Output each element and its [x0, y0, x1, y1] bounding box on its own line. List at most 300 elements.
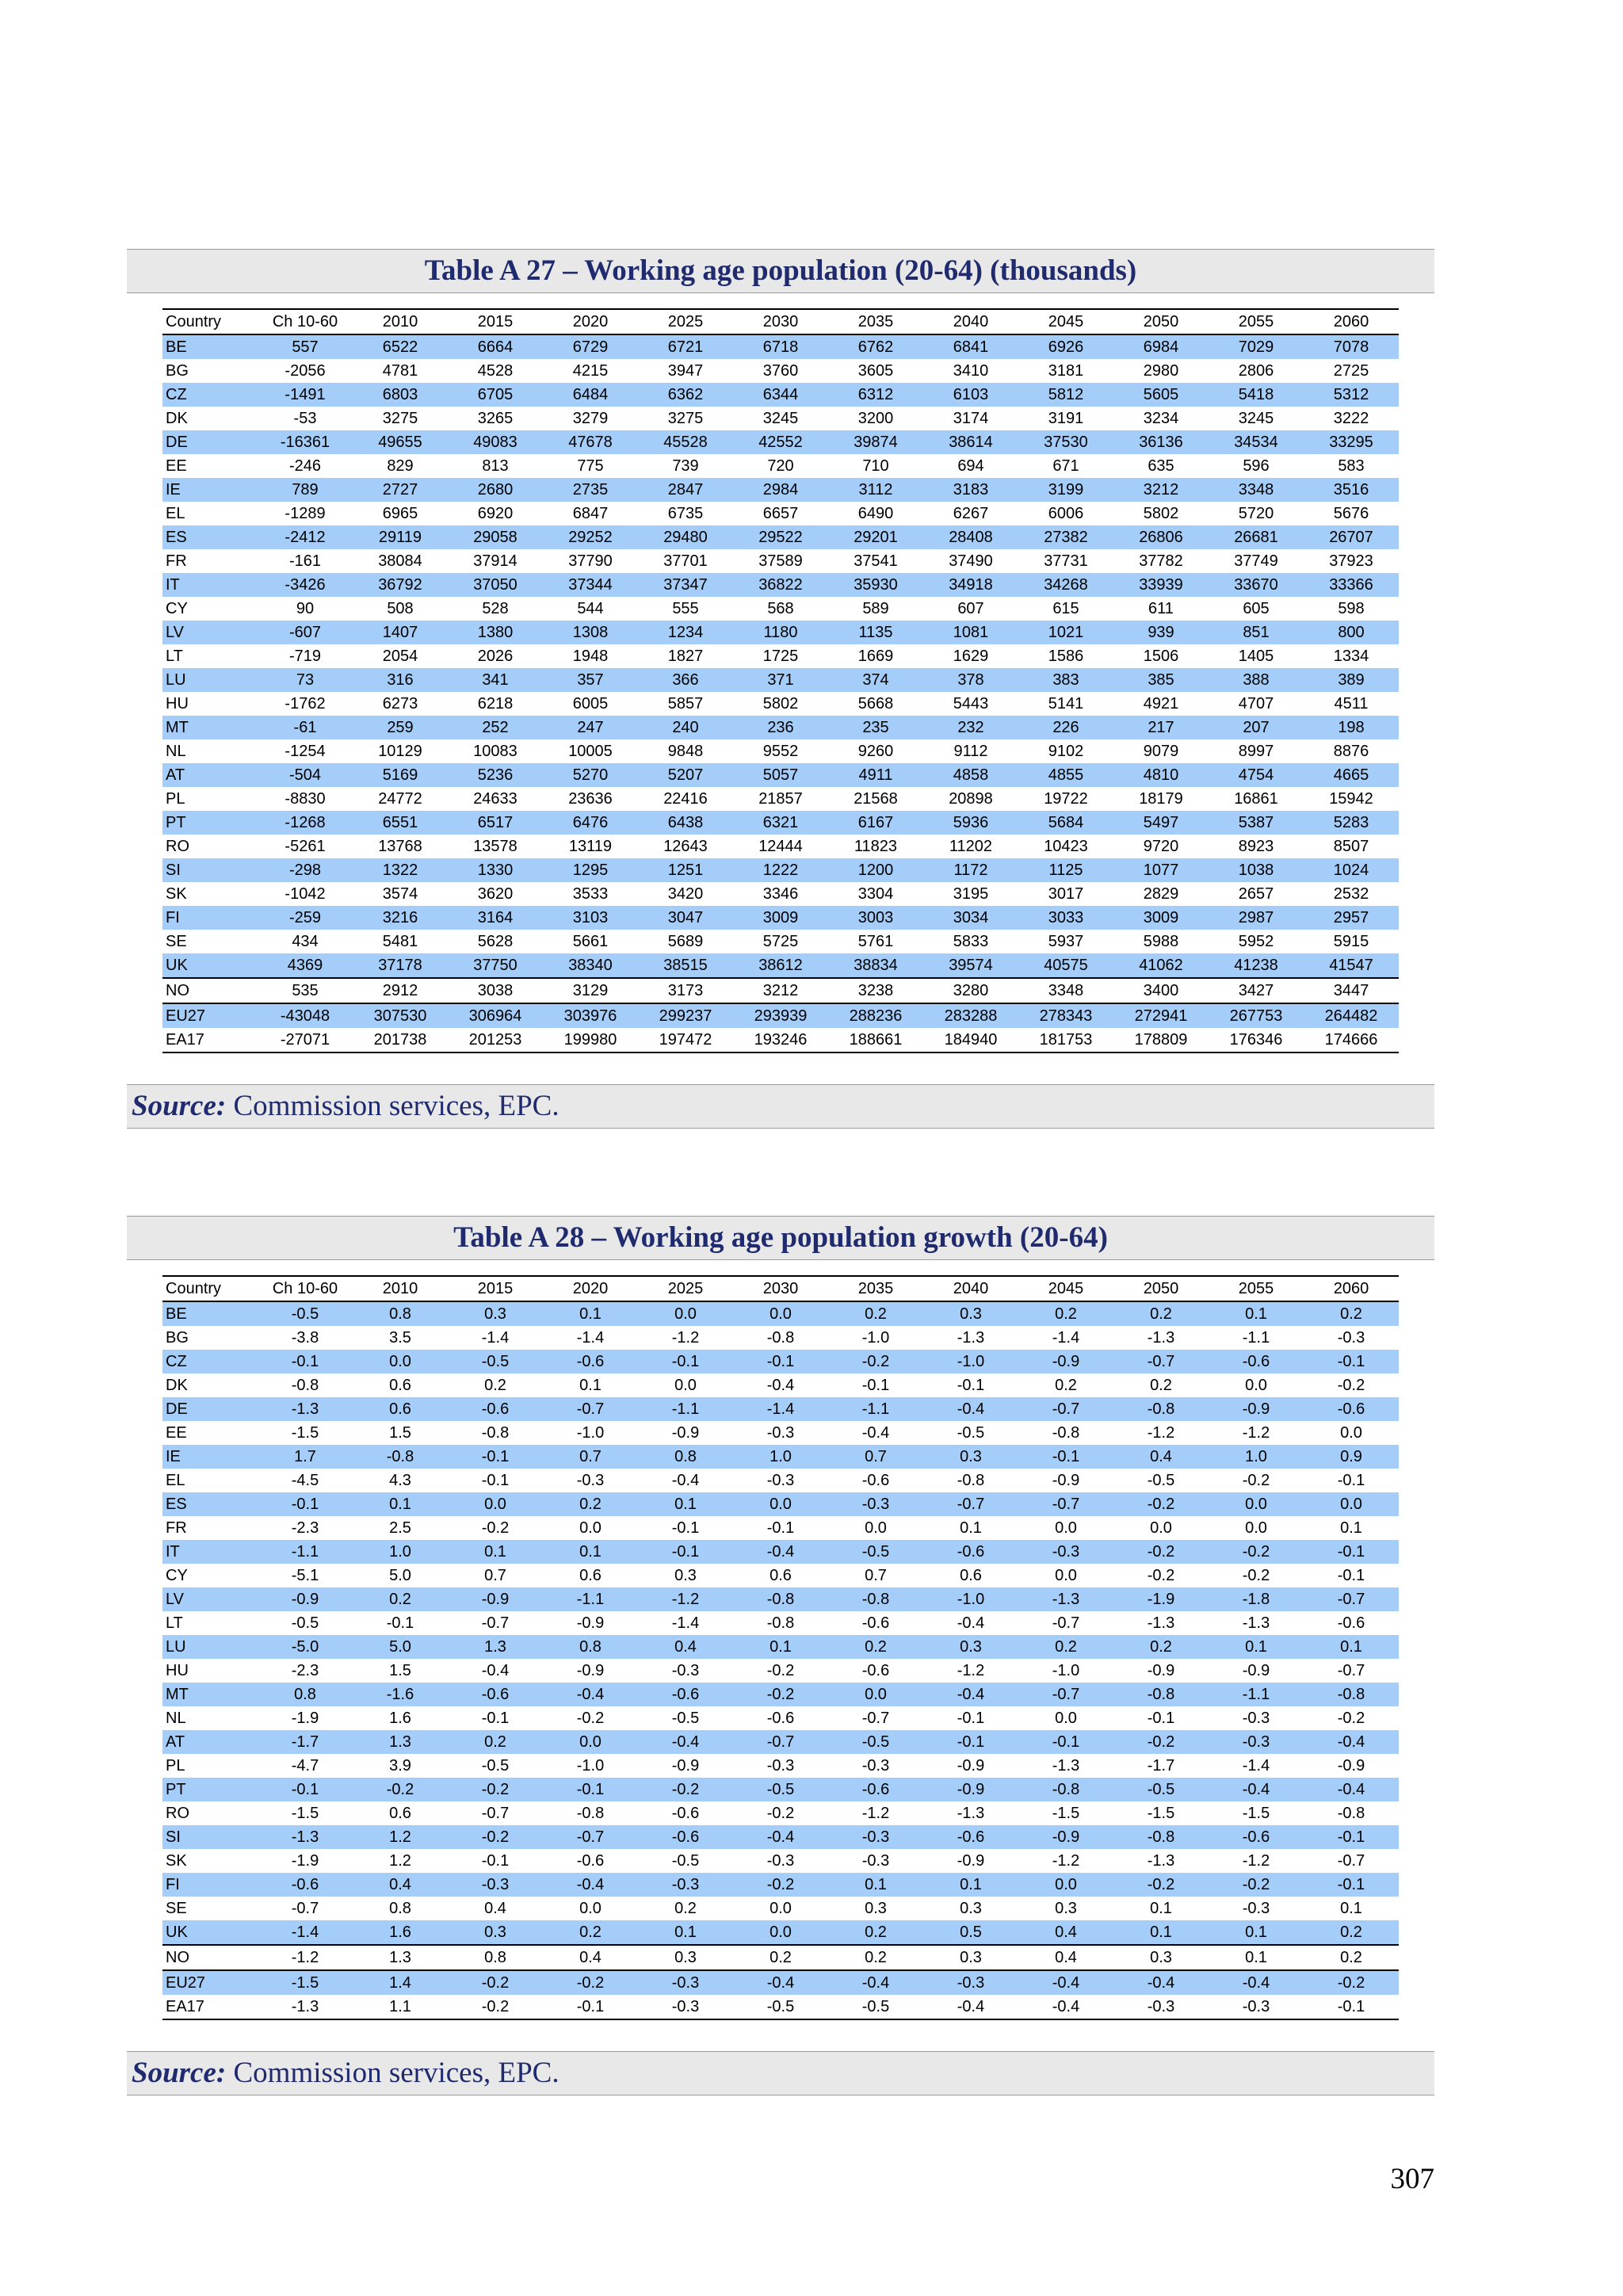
value-cell: -1.0 — [576, 1756, 605, 1775]
value-cell: 3348 — [1209, 478, 1304, 502]
value-cell: 385 — [1113, 668, 1209, 692]
value-cell: 2847 — [638, 478, 733, 502]
value-cell: 1334 — [1333, 647, 1369, 665]
value-cell: -1.5 — [1147, 1804, 1175, 1822]
value-cell: 0.0 — [579, 1519, 601, 1537]
value-cell: 0.0 — [1018, 1873, 1113, 1897]
value-cell: 8997 — [1238, 742, 1274, 760]
country-cell: UK — [162, 953, 258, 978]
value-cell: 6522 — [353, 334, 448, 359]
country-cell: BE — [162, 334, 258, 359]
value-cell: 8923 — [1238, 837, 1274, 855]
value-cell: 6490 — [857, 504, 894, 522]
value-cell: 5418 — [1209, 383, 1304, 407]
value-cell: 38340 — [543, 953, 638, 978]
value-cell: 607 — [957, 599, 984, 617]
value-cell: 6735 — [667, 504, 704, 522]
value-cell: -0.2 — [766, 1804, 795, 1822]
table-row — [162, 1301, 1399, 1326]
value-cell: 0.2 — [1304, 1945, 1399, 1970]
country-cell: LT — [166, 1614, 183, 1632]
value-cell: -8830 — [285, 789, 326, 808]
value-cell: 0.4 — [484, 1899, 506, 1917]
value-cell: 589 — [862, 599, 889, 617]
value-cell: 34534 — [1209, 430, 1304, 454]
value-cell: 6803 — [353, 383, 448, 407]
value-cell: 283288 — [923, 1003, 1018, 1028]
value-cell: 0.1 — [1209, 1920, 1304, 1945]
value-cell: 3212 — [733, 978, 828, 1003]
country-cell: DK — [166, 409, 188, 427]
value-cell: 4.3 — [389, 1471, 411, 1489]
value-cell: 0.2 — [733, 1945, 828, 1970]
value-cell: 5661 — [572, 932, 609, 950]
value-cell: -0.1 — [258, 1778, 353, 1801]
source-label: Source: — [132, 1090, 227, 1122]
value-cell: -0.3 — [638, 1873, 733, 1897]
value-cell: 37923 — [1329, 552, 1373, 570]
table-row — [162, 454, 1399, 478]
value-cell: -1.2 — [1147, 1423, 1175, 1442]
table-row — [162, 953, 1399, 978]
value-cell: -0.3 — [861, 1851, 890, 1870]
value-cell: 4911 — [828, 763, 923, 787]
value-cell: 0.3 — [923, 1445, 1018, 1469]
value-cell: 6762 — [828, 334, 923, 359]
value-cell: 3103 — [543, 906, 638, 930]
value-cell: 508 — [387, 599, 414, 617]
table-row — [162, 1801, 1399, 1825]
value-cell: -0.4 — [957, 1614, 985, 1632]
value-cell: 0.5 — [923, 1920, 1018, 1945]
value-cell: 1.0 — [1209, 1445, 1304, 1469]
value-cell: 184940 — [923, 1028, 1018, 1052]
value-cell: 307530 — [353, 1003, 448, 1028]
table-row — [162, 930, 1399, 953]
country-cell: RO — [166, 837, 189, 855]
value-cell: -0.6 — [766, 1709, 795, 1727]
value-cell: 3129 — [543, 978, 638, 1003]
value-cell: -1.9 — [291, 1851, 319, 1870]
value-cell: -1.3 — [1147, 1614, 1175, 1632]
value-cell: 29058 — [448, 525, 543, 549]
value-cell: 0.0 — [1055, 1519, 1077, 1537]
value-cell: 5236 — [448, 763, 543, 787]
table-row — [162, 1706, 1399, 1730]
value-cell: 28408 — [923, 525, 1018, 549]
value-cell: -0.2 — [828, 1350, 923, 1373]
value-cell: 29252 — [543, 525, 638, 549]
value-cell: -0.1 — [543, 1995, 638, 2019]
value-cell: 366 — [638, 668, 733, 692]
table-row — [162, 1469, 1399, 1492]
table-row — [162, 739, 1399, 763]
table-row — [162, 716, 1399, 739]
country-cell: RO — [166, 1804, 189, 1822]
value-cell: 193246 — [733, 1028, 828, 1052]
value-cell: 4665 — [1304, 763, 1399, 787]
value-cell: 0.1 — [1340, 1899, 1362, 1917]
value-cell: -1.1 — [258, 1540, 353, 1564]
value-cell: 8876 — [1333, 742, 1369, 760]
value-cell: -27071 — [258, 1028, 353, 1052]
value-cell: 671 — [1052, 457, 1079, 475]
value-cell: -1.2 — [1242, 1851, 1270, 1870]
value-cell: 6657 — [762, 504, 799, 522]
value-cell: 1222 — [733, 858, 828, 882]
value-cell: 829 — [387, 457, 414, 475]
value-cell: 3275 — [667, 409, 704, 427]
value-cell: 5141 — [1048, 694, 1084, 712]
column-header: 2040 — [923, 309, 1018, 334]
value-cell: -0.3 — [923, 1970, 1018, 1995]
value-cell: 7078 — [1304, 334, 1399, 359]
value-cell: 0.2 — [1304, 1920, 1399, 1945]
value-cell: 389 — [1304, 668, 1399, 692]
value-cell: -1.4 — [481, 1328, 510, 1347]
value-cell: 24633 — [473, 789, 517, 808]
table-row — [162, 692, 1399, 716]
value-cell: -0.7 — [861, 1709, 890, 1727]
value-cell: 3191 — [1048, 409, 1084, 427]
value-cell: -0.8 — [291, 1376, 319, 1394]
value-cell: -1.3 — [1147, 1851, 1175, 1870]
column-header: 2050 — [1113, 309, 1209, 334]
value-cell: -1.1 — [1242, 1328, 1270, 1347]
value-cell: -0.4 — [861, 1423, 890, 1442]
value-cell: 5915 — [1333, 932, 1369, 950]
value-cell: 5207 — [638, 763, 733, 787]
value-cell: -0.3 — [671, 1661, 700, 1679]
value-cell: 6005 — [572, 694, 609, 712]
value-cell: 34268 — [1018, 573, 1113, 597]
value-cell: 4215 — [572, 361, 609, 380]
value-cell: 264482 — [1304, 1003, 1399, 1028]
value-cell: 0.7 — [484, 1566, 506, 1584]
value-cell: 2054 — [382, 647, 418, 665]
country-cell: SE — [166, 1899, 187, 1917]
value-cell: -1.9 — [291, 1709, 319, 1727]
value-cell: 3410 — [953, 361, 989, 380]
value-cell: -0.1 — [1304, 1995, 1399, 2019]
value-cell: 6729 — [543, 334, 638, 359]
country-cell: HU — [166, 1661, 189, 1679]
value-cell: 1.4 — [353, 1970, 448, 1995]
value-cell: -0.4 — [733, 1825, 828, 1849]
value-cell: 0.0 — [1055, 1566, 1077, 1584]
value-cell: 9260 — [857, 742, 894, 760]
value-cell: -0.1 — [386, 1614, 414, 1632]
value-cell: 176346 — [1209, 1028, 1304, 1052]
value-cell: 0.7 — [543, 1445, 638, 1469]
value-cell: 42552 — [733, 430, 828, 454]
value-cell: -0.2 — [448, 1995, 543, 2019]
value-cell: 374 — [828, 668, 923, 692]
value-cell: -0.5 — [481, 1756, 510, 1775]
value-cell: 3265 — [477, 409, 514, 427]
value-cell: 0.6 — [960, 1566, 982, 1584]
value-cell: 1295 — [543, 858, 638, 882]
value-cell: 34918 — [923, 573, 1018, 597]
value-cell: -0.3 — [828, 1492, 923, 1516]
table-row — [162, 1920, 1399, 1945]
value-cell: 49083 — [448, 430, 543, 454]
value-cell: 19722 — [1044, 789, 1088, 808]
value-cell: 6705 — [448, 383, 543, 407]
value-cell: 29480 — [638, 525, 733, 549]
value-cell: -2.3 — [291, 1519, 319, 1537]
country-cell: NL — [166, 742, 186, 760]
value-cell: -0.9 — [576, 1614, 605, 1632]
value-cell: -0.1 — [1337, 1566, 1365, 1584]
value-cell: -0.9 — [671, 1756, 700, 1775]
value-cell: 2912 — [353, 978, 448, 1003]
value-cell: 6484 — [543, 383, 638, 407]
value-cell: 5628 — [477, 932, 514, 950]
value-cell: 259 — [353, 716, 448, 739]
value-cell: -1.0 — [1052, 1661, 1080, 1679]
value-cell: 635 — [1148, 457, 1174, 475]
value-cell: 5689 — [667, 932, 704, 950]
value-cell: 5387 — [1209, 811, 1304, 835]
country-cell: BG — [166, 1328, 189, 1347]
table-header-row — [162, 1276, 1399, 1301]
value-cell: -0.8 — [1337, 1804, 1365, 1822]
value-cell: 36792 — [353, 573, 448, 597]
value-cell: 2.5 — [389, 1519, 411, 1537]
value-cell: -0.5 — [828, 1995, 923, 2019]
column-header: 2015 — [448, 1276, 543, 1301]
value-cell: 5443 — [953, 694, 989, 712]
value-cell: 6664 — [448, 334, 543, 359]
value-cell: -1.3 — [258, 1825, 353, 1849]
value-cell: -0.1 — [861, 1376, 890, 1394]
value-cell: 7029 — [1209, 334, 1304, 359]
value-cell: -1.2 — [258, 1945, 353, 1970]
value-cell: 6321 — [733, 811, 828, 835]
country-cell: NO — [162, 978, 258, 1003]
value-cell: 3620 — [477, 884, 514, 903]
value-cell: -0.2 — [1113, 1730, 1209, 1754]
value-cell: 1.7 — [258, 1445, 353, 1469]
table-row — [162, 1849, 1399, 1873]
value-cell: -1.4 — [1242, 1756, 1270, 1775]
table-row — [162, 1587, 1399, 1611]
value-cell: 1077 — [1113, 858, 1209, 882]
value-cell: 37050 — [448, 573, 543, 597]
value-cell: -4.7 — [291, 1756, 319, 1775]
value-cell: 4511 — [1334, 694, 1369, 712]
column-header: Ch 10-60 — [258, 309, 353, 334]
table-row — [162, 1683, 1399, 1706]
value-cell: 37782 — [1139, 552, 1183, 570]
table-row — [162, 1326, 1399, 1350]
value-cell: -1.0 — [923, 1587, 1018, 1611]
value-cell: 1081 — [923, 621, 1018, 644]
value-cell: 3279 — [572, 409, 609, 427]
value-cell: -1.3 — [957, 1328, 985, 1347]
table-header-row — [162, 309, 1399, 334]
value-cell: 288236 — [828, 1003, 923, 1028]
value-cell: 0.0 — [828, 1683, 923, 1706]
value-cell: 5057 — [733, 763, 828, 787]
country-cell: EU27 — [162, 1970, 258, 1995]
column-header: 2025 — [638, 1276, 733, 1301]
value-cell: 6476 — [543, 811, 638, 835]
value-cell: 9102 — [1048, 742, 1084, 760]
value-cell: 1.3 — [353, 1730, 448, 1754]
value-cell: -0.4 — [766, 1376, 795, 1394]
country-cell: PL — [166, 1756, 185, 1775]
value-cell: 1308 — [543, 621, 638, 644]
value-cell: 3346 — [762, 884, 799, 903]
country-cell: EE — [166, 1423, 187, 1442]
value-cell: -1.9 — [1113, 1587, 1209, 1611]
value-cell: 0.2 — [1113, 1301, 1209, 1326]
value-cell: -0.9 — [448, 1587, 543, 1611]
value-cell: 1.0 — [733, 1445, 828, 1469]
value-cell: 3017 — [1048, 884, 1084, 903]
table-row — [162, 549, 1399, 573]
country-cell: AT — [162, 1730, 258, 1754]
source-text: Commission services, EPC. — [226, 2057, 559, 2089]
value-cell: -0.2 — [1113, 1873, 1209, 1897]
value-cell: 611 — [1148, 599, 1174, 617]
value-cell: 0.1 — [828, 1873, 923, 1897]
table-row — [162, 644, 1399, 668]
table-row — [162, 573, 1399, 597]
country-cell: LU — [162, 668, 258, 692]
country-cell: CY — [166, 1566, 188, 1584]
value-cell: 6362 — [638, 383, 733, 407]
country-cell: MT — [162, 716, 258, 739]
value-cell: 1.0 — [353, 1540, 448, 1564]
country-cell: HU — [166, 694, 189, 712]
value-cell: -5.1 — [291, 1566, 319, 1584]
table-a27 — [162, 308, 1399, 1053]
value-cell: 33939 — [1113, 573, 1209, 597]
value-cell: 0.1 — [448, 1540, 543, 1564]
value-cell: -0.8 — [1304, 1683, 1399, 1706]
value-cell: 0.6 — [389, 1376, 411, 1394]
table-row — [162, 763, 1399, 787]
value-cell: 0.0 — [1245, 1519, 1267, 1537]
value-cell: 6984 — [1113, 334, 1209, 359]
value-cell: -0.3 — [766, 1471, 795, 1489]
value-cell: -0.4 — [733, 1970, 828, 1995]
value-cell: -1.8 — [1209, 1587, 1304, 1611]
value-cell: 5720 — [1238, 504, 1274, 522]
value-cell: -0.4 — [1304, 1778, 1399, 1801]
value-cell: -0.8 — [576, 1804, 605, 1822]
value-cell: -0.2 — [1113, 1540, 1209, 1564]
value-cell: 1629 — [953, 647, 989, 665]
value-cell: 3304 — [857, 884, 894, 903]
value-cell: -0.6 — [923, 1540, 1018, 1564]
value-cell: 357 — [543, 668, 638, 692]
value-cell: -0.4 — [923, 1397, 1018, 1421]
country-cell: LV — [162, 1587, 258, 1611]
value-cell: -0.3 — [638, 1995, 733, 2019]
value-cell: -1.2 — [638, 1587, 733, 1611]
value-cell: 35930 — [828, 573, 923, 597]
value-cell: -0.7 — [1113, 1350, 1209, 1373]
table-row — [162, 334, 1399, 359]
country-cell: IE — [162, 1445, 258, 1469]
value-cell: 3195 — [953, 884, 989, 903]
value-cell: 0.0 — [1245, 1376, 1267, 1394]
value-cell: -4.5 — [291, 1471, 319, 1489]
value-cell: 0.3 — [638, 1945, 733, 1970]
country-cell: ES — [162, 525, 258, 549]
value-cell: 4858 — [923, 763, 1018, 787]
value-cell: 272941 — [1113, 1003, 1209, 1028]
table-row — [162, 1778, 1399, 1801]
value-cell: 0.8 — [258, 1683, 353, 1706]
value-cell: -0.2 — [1113, 1492, 1209, 1516]
table-a28-title: Table A 28 – Working age population growth (20-64) — [127, 1216, 1434, 1260]
value-cell: -0.7 — [1337, 1851, 1365, 1870]
value-cell: 0.1 — [579, 1376, 601, 1394]
value-cell: 0.1 — [543, 1301, 638, 1326]
value-cell: -0.2 — [543, 1970, 638, 1995]
value-cell: -1.4 — [671, 1614, 700, 1632]
country-cell: EU27 — [162, 1003, 258, 1028]
value-cell: 38515 — [638, 953, 733, 978]
value-cell: 2532 — [1333, 884, 1369, 903]
value-cell: 1322 — [353, 858, 448, 882]
value-cell: 10005 — [568, 742, 613, 760]
value-cell: 201738 — [353, 1028, 448, 1052]
value-cell: 0.1 — [1209, 1301, 1304, 1326]
value-cell: 252 — [448, 716, 543, 739]
value-cell: 0.1 — [638, 1492, 733, 1516]
value-cell: 0.0 — [865, 1519, 887, 1537]
value-cell: 2026 — [477, 647, 514, 665]
value-cell: -0.1 — [957, 1709, 985, 1727]
value-cell: -1.2 — [957, 1661, 985, 1679]
value-cell: 4781 — [382, 361, 418, 380]
source-text: Commission services, EPC. — [226, 1090, 559, 1122]
value-cell: 37344 — [543, 573, 638, 597]
value-cell: -1.1 — [638, 1397, 733, 1421]
source-label: Source: — [132, 2057, 227, 2089]
table-row — [162, 1611, 1399, 1635]
table-a27-title: Table A 27 – Working age population (20-64) (thousands) — [127, 249, 1434, 293]
value-cell: 3033 — [1018, 906, 1113, 930]
value-cell: -0.3 — [1113, 1995, 1209, 2019]
country-cell: SE — [166, 932, 187, 950]
value-cell: 26681 — [1209, 525, 1304, 549]
value-cell: 1.2 — [389, 1851, 411, 1870]
value-cell: -0.1 — [1304, 1825, 1399, 1849]
value-cell: -0.8 — [1113, 1397, 1209, 1421]
value-cell: 0.3 — [960, 1899, 982, 1917]
country-cell: DK — [166, 1376, 188, 1394]
value-cell: 47678 — [543, 430, 638, 454]
value-cell: -0.4 — [1018, 1970, 1113, 1995]
value-cell: -0.1 — [1304, 1540, 1399, 1564]
value-cell: -0.4 — [1018, 1995, 1113, 2019]
country-cell: FR — [166, 552, 187, 570]
value-cell: 15942 — [1329, 789, 1373, 808]
table-row — [162, 1635, 1399, 1659]
value-cell: 16861 — [1234, 789, 1278, 808]
value-cell: 3038 — [448, 978, 543, 1003]
value-cell: -0.7 — [291, 1899, 319, 1917]
value-cell: -161 — [288, 552, 322, 570]
value-cell: -16361 — [258, 430, 353, 454]
